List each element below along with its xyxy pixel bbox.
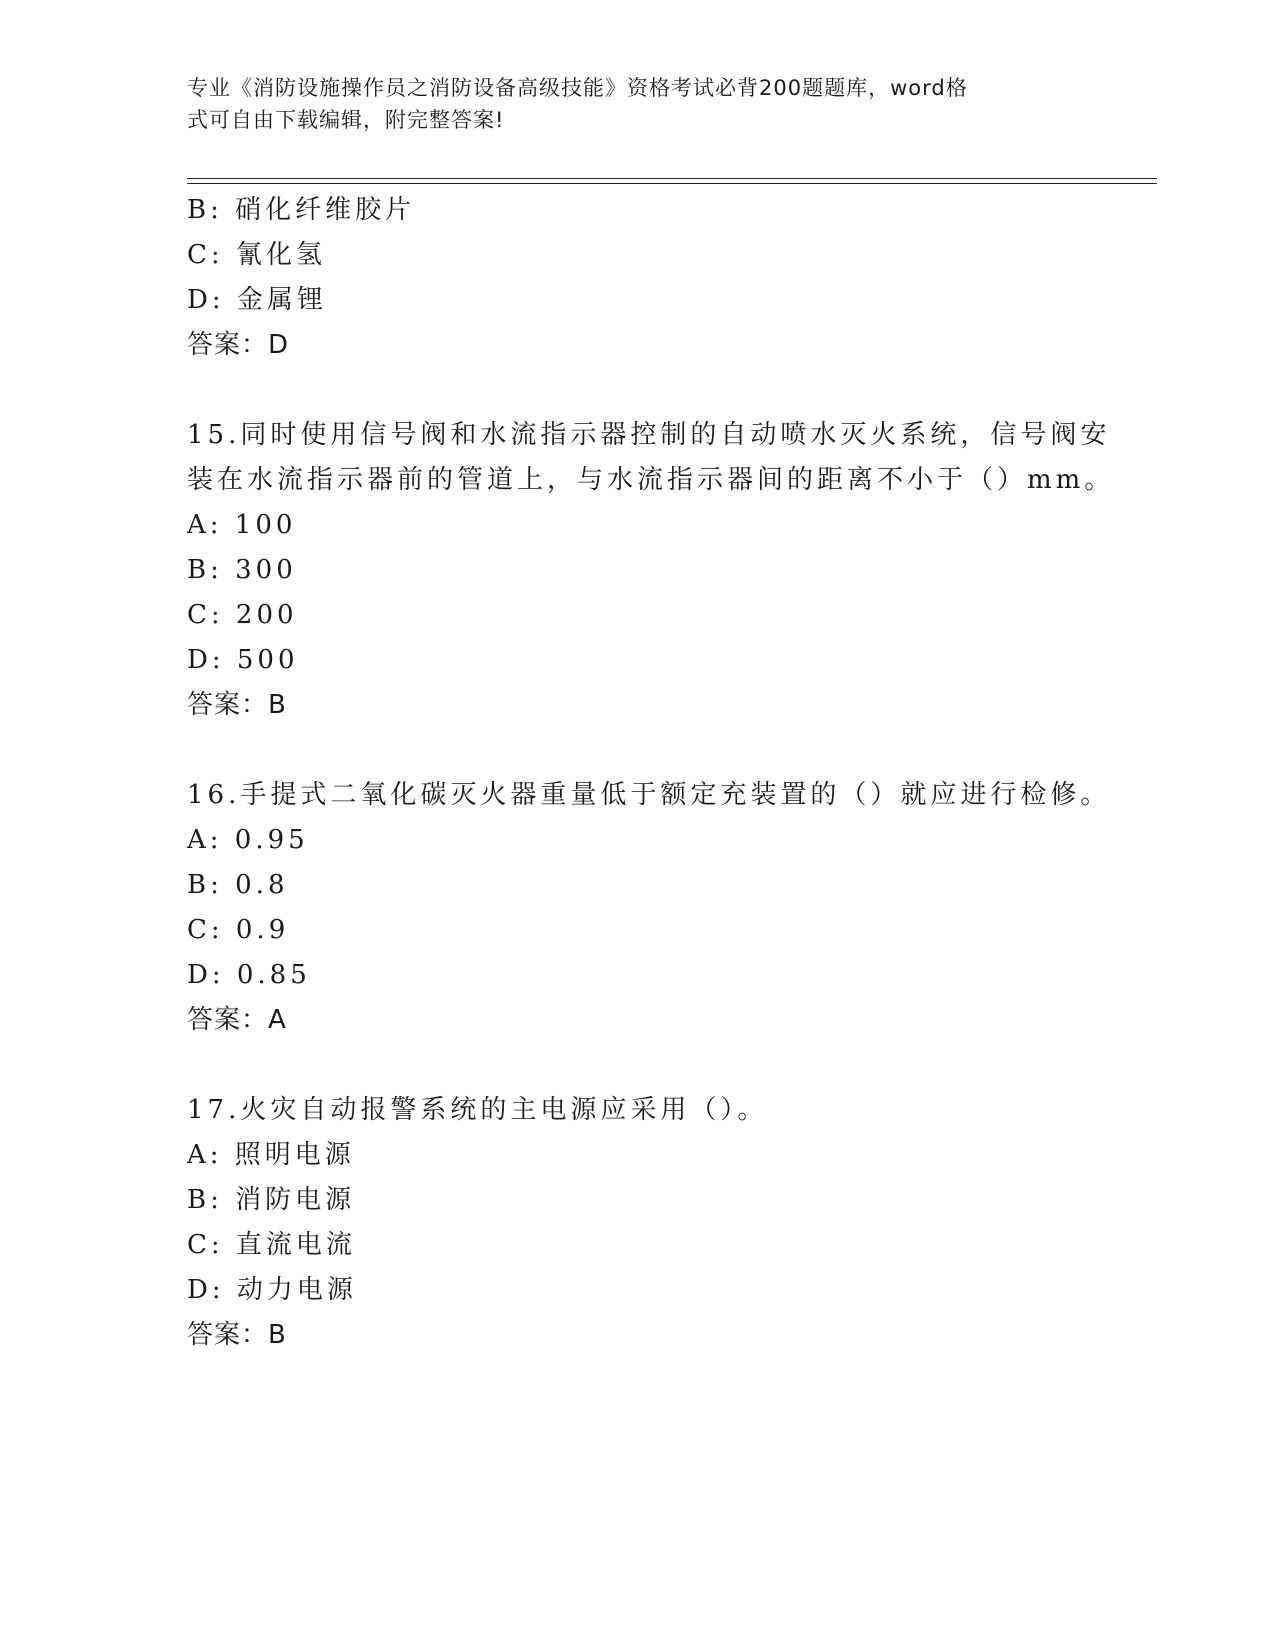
q16-option-a: A: 0.95 xyxy=(187,825,309,855)
q14-answer: 答案：D xyxy=(187,330,290,360)
q17-option-b: B: 消防电源 xyxy=(187,1185,356,1215)
q15-answer: 答案：B xyxy=(187,690,287,720)
q16-option-d: D: 0.85 xyxy=(187,960,311,990)
q15-option-c: C: 200 xyxy=(187,600,298,630)
q15-stem-line-1: 15.同时使用信号阀和水流指示器控制的自动喷水灭火系统，信号阀安 xyxy=(187,420,1111,450)
q16-answer: 答案：A xyxy=(187,1005,287,1035)
q17-option-d: D: 动力电源 xyxy=(187,1275,357,1305)
q16-option-c: C: 0.9 xyxy=(187,915,290,945)
q16-option-b: B: 0.8 xyxy=(187,870,289,900)
q17-option-a: A: 照明电源 xyxy=(187,1140,355,1170)
header-divider-bottom xyxy=(187,183,1157,184)
q17-stem-line-1: 17.火灾自动报警系统的主电源应采用（）。 xyxy=(187,1095,768,1125)
q17-answer: 答案：B xyxy=(187,1320,287,1350)
q15-option-a: A: 100 xyxy=(187,510,297,540)
q14-option-c: C: 氰化氢 xyxy=(187,240,326,270)
q16-stem-line-1: 16.手提式二氧化碳灭火器重量低于额定充装置的（）就应进行检修。 xyxy=(187,780,1111,810)
q15-option-b: B: 300 xyxy=(187,555,297,585)
header-divider-top xyxy=(187,178,1157,179)
q14-option-b: B: 硝化纤维胶片 xyxy=(187,195,416,225)
q17-option-c: C: 直流电流 xyxy=(187,1230,356,1260)
header-line-2: 式可自由下载编辑，附完整答案! xyxy=(187,108,505,132)
q15-stem-line-2: 装在水流指示器前的管道上，与水流指示器间的距离不小于（）mm。 xyxy=(187,465,1115,495)
header-line-1: 专业《消防设施操作员之消防设备高级技能》资格考试必背200题题库，word格 xyxy=(187,76,968,100)
q15-option-d: D: 500 xyxy=(187,645,299,675)
q14-option-d: D: 金属锂 xyxy=(187,285,327,315)
document-header xyxy=(187,72,1067,136)
